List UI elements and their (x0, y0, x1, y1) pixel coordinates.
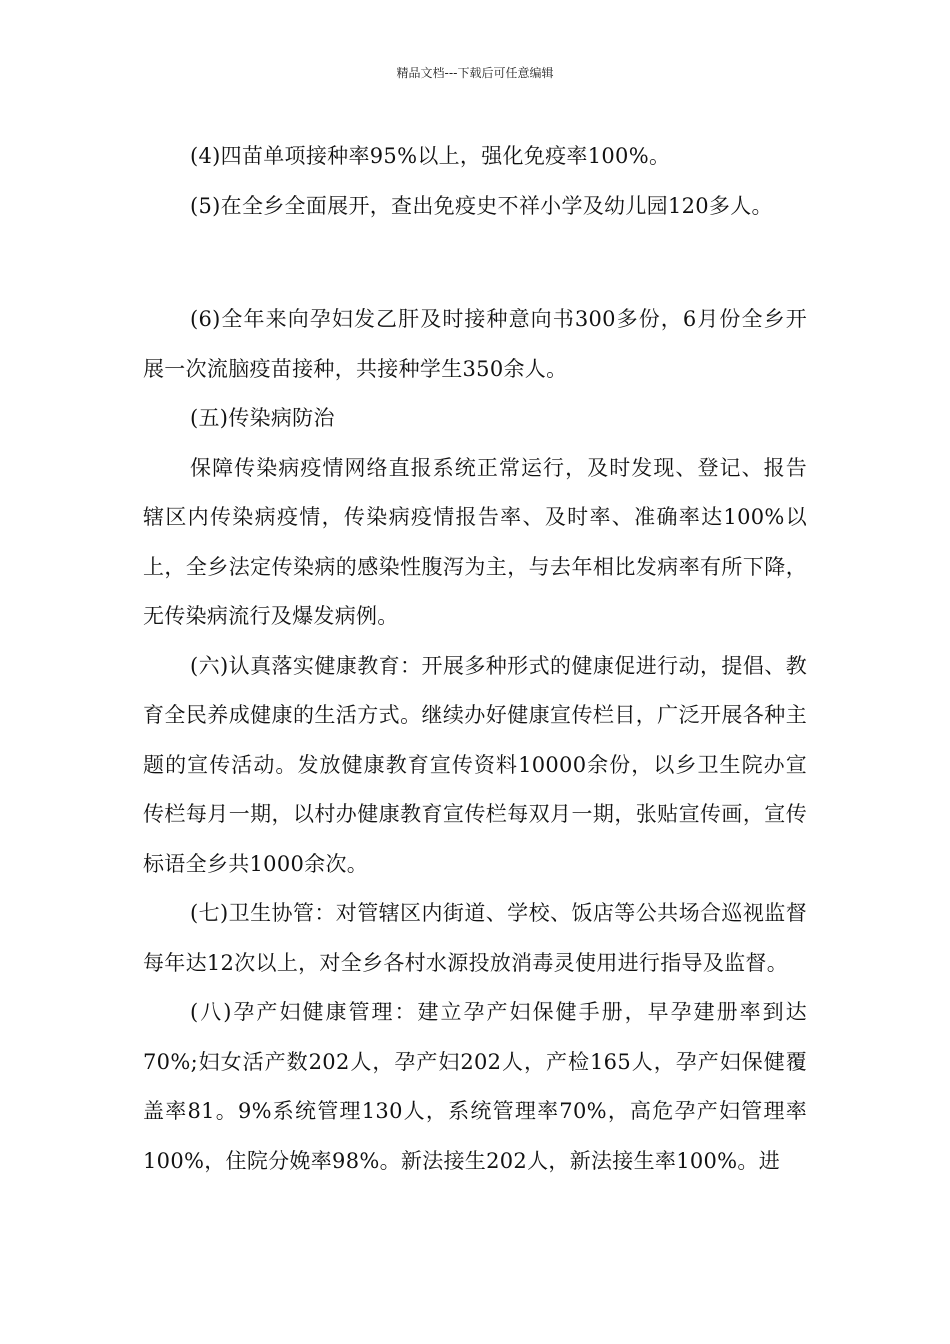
page-header: 精品文档---下载后可任意编辑 (396, 66, 554, 80)
paragraph-maternal-health: (八)孕产妇健康管理：建立孕产妇保健手册，早孕建册率到达70%;妇女活产数202人，孕产妇202人，产检165人，孕产妇保健覆盖率81。9%系统管理130人，系统管理率70%，高危孕产妇管理率100%，住院分娩率98%。新法接生202人，新法接生率100%。进 (143, 1000, 807, 1173)
paragraph-disease-reporting: 保障传染病疫情网络直报系统正常运行，及时发现、登记、报告辖区内传染病疫情，传染病疫情报告率、及时率、准确率达100%以上，全乡法定传染病的感染性腹泻为主，与去年相比发病率有所下降，无传染病流行及爆发病例。 (143, 455, 807, 628)
document-body (143, 132, 807, 1186)
paragraph-vaccination-rate: (4)四苗单项接种率95%以上，强化免疫率100%。 (190, 144, 671, 168)
section-heading-infectious-disease: (五)传染病防治 (190, 406, 335, 430)
paragraph-immunization-check: (5)在全乡全面展开，查出免疫史不祥小学及幼儿园120多人。 (190, 193, 773, 218)
paragraph-gap (143, 231, 807, 295)
paragraph-health-education: (六)认真落实健康教育：开展多种形式的健康促进行动，提倡、教育全民养成健康的生活方式。继续办好健康宣传栏目，广泛开展各种主题的宣传活动。发放健康教育宣传资料10000余份，以乡卫生院办宣传栏每月一期，以村办健康教育宣传栏每双月一期，张贴宣传画，宣传标语全乡共1000余次。 (143, 653, 807, 876)
paragraph-hepatitis-notice: (6)全年来向孕妇发乙肝及时接种意向书300多份，6月份全乡开展一次流脑疫苗接种，共接种学生350余人。 (143, 307, 807, 381)
paragraph-sanitation: (七)卫生协管：对管辖区内街道、学校、饭店等公共场合巡视监督每年达12次以上，对全乡各村水源投放消毒灵使用进行指导及监督。 (143, 901, 807, 975)
